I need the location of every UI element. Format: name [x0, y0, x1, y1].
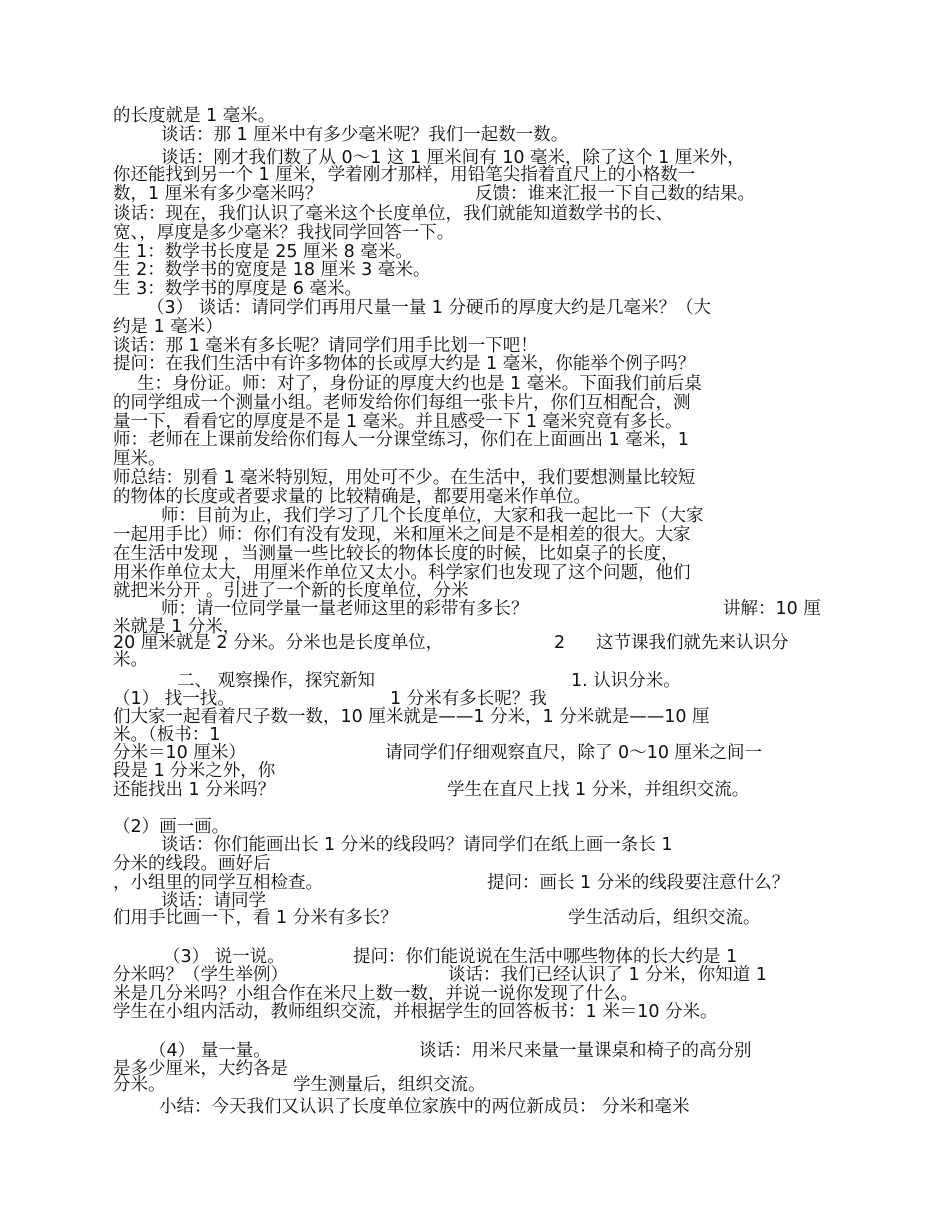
text-segment: 谈话：我们已经认识了 1 分米，你知道 1	[448, 965, 767, 985]
text-segment: 分米。	[113, 1075, 166, 1095]
text-line: 小结：今天我们又认识了长度单位家族中的两位新成员： 分米和毫米	[159, 1097, 690, 1117]
text-line	[113, 909, 840, 928]
text-line: 谈话：你们能画出长 1 分米的线段吗？请同学们在纸上画一条长 1	[161, 835, 673, 855]
text-segment: 分米吗？（学生举例）	[113, 965, 288, 985]
text-line: 谈话：请同学	[161, 891, 266, 911]
text-line: 谈话：现在，我们认识了毫米这个长度单位，我们就能知道数学书的长、	[113, 204, 673, 224]
text-line: 厘米。	[113, 449, 166, 469]
text-line: 生 2：数学书的宽度是 18 厘米 3 毫米。	[113, 260, 431, 280]
text-line: 在生活中发现 ，当测量一些比较长的物体长度的时候，比如桌子的长度，	[113, 544, 679, 564]
text-segment: 二、 观察操作，探究新知	[177, 671, 376, 691]
text-line: 段是 1 分米之外，你	[113, 761, 276, 781]
text-line: （2）画一画。	[113, 817, 230, 837]
text-segment: 2	[554, 633, 566, 653]
text-segment: ，小组里的同学互相检查。	[113, 873, 323, 893]
text-segment: 讲解：10 厘	[723, 599, 821, 619]
text-segment: 反馈：谁来汇报一下自己数的结果。	[475, 184, 755, 204]
text-line: 生 3：数学书的厚度是 6 毫米。	[113, 279, 362, 299]
text-line: 你还能找到另一个 1 厘米，学着刚才那样，用铅笔尖指着直尺上的小格数一	[113, 165, 696, 185]
text-line: 宽、，厚度是多少毫米？我找同学回答一下。	[113, 223, 455, 243]
text-segment: 学生活动后，组织交流。	[568, 908, 761, 928]
text-line	[113, 966, 840, 985]
text-segment: 谈话：用米尺来量一量课桌和椅子的高分别	[419, 1041, 752, 1061]
text-segment: 学生在直尺上找 1 分米，并组织交流。	[447, 780, 750, 800]
text-line: 提问：在我们生活中有许多物体的长或厚大约是 1 毫米，你能举个例子吗？	[113, 354, 696, 374]
text-segment: 数，1 厘米有多少毫米吗？	[113, 184, 323, 204]
text-line: 谈话：刚才我们数了从 0～1 这 1 厘米间有 10 毫米，除了这个 1 厘米外，	[161, 148, 745, 168]
text-segment: 师：请一位同学量一量老师这里的彩带有多长？	[161, 599, 529, 619]
text-line: （3） 谈话：请同学们再用尺量一量 1 分硬币的厚度大约是几毫米？（大	[147, 298, 711, 318]
text-line: 的物体的长度或者要求量的 比较精确是，都要用毫米作单位。	[113, 487, 592, 507]
text-line	[113, 185, 840, 204]
text-line: 米。	[113, 650, 148, 670]
text-line	[113, 781, 840, 800]
text-line: 的长度就是 1 毫米。	[113, 106, 276, 126]
text-line: 师：老师在上课前发给你们每人一分课堂练习，你们在上面画出 1 毫米，1	[113, 430, 689, 450]
text-segment: 这节课我们就先来认识分	[596, 633, 789, 653]
text-segment: （4） 量一量。	[149, 1041, 271, 1061]
text-segment: 提问：画长 1 分米的线段要注意什么？	[487, 873, 790, 893]
text-line: 谈话：那 1 毫米有多长呢？请同学们用手比划一下吧！	[113, 336, 538, 356]
text-segment: 20 厘米就是 2 分米。分米也是长度单位，	[113, 633, 444, 653]
text-line: 约是 1 毫米）	[113, 317, 223, 337]
text-segment: （1） 找一找。	[113, 689, 235, 709]
text-segment: 分米＝10 厘米）	[113, 743, 246, 763]
text-segment: 学生测量后，组织交流。	[293, 1075, 486, 1095]
text-line: 就把米分开 。引进了一个新的长度单位，分米	[113, 581, 469, 601]
text-segment: 们用手比画一下，看 1 分米有多长？	[113, 908, 398, 928]
text-line: 师总结：别看 1 毫米特别短，用处可不少。在生活中，我们要想测量比较短	[113, 468, 696, 488]
text-line: 米就是 1 分米，	[113, 617, 241, 637]
text-line: 生 1：数学书长度是 25 厘米 8 毫米。	[113, 242, 413, 262]
text-segment: 请同学们仔细观察直尺，除了 0～10 厘米之间一	[385, 743, 763, 763]
text-line: 米是几分米吗？小组合作在米尺上数一数，并说一说你发现了什么。	[113, 984, 638, 1004]
text-line: 量一下，看看它的厚度是不是 1 毫米。并且感受一下 1 毫米究竟有多长。	[113, 412, 683, 432]
text-segment: 提问：你们能说说在生活中哪些物体的长大约是 1	[353, 947, 738, 967]
text-line: 生：身份证。师：对了，身份证的厚度大约也是 1 毫米。下面我们前后桌	[137, 374, 702, 394]
text-segment: 还能找出 1 分米吗？	[113, 780, 276, 800]
text-segment: （3） 说一说。	[163, 947, 285, 967]
text-line: 师：目前为止，我们学习了几个长度单位，大家和我一起比一下（大家	[161, 506, 704, 526]
text-line: 用米作单位太大，用厘米作单位又太小。科学家们也发现了这个问题，他们	[113, 563, 691, 583]
text-line: 一起用手比）师：你们有没有发现，米和厘米之间是不是相差的很大。大家	[113, 525, 691, 545]
text-line: 的同学组成一个测量小组。老师发给你们每组一张卡片，你们互相配合，测	[113, 393, 691, 413]
text-segment: 1. 认识分米。	[571, 671, 681, 691]
text-line: 分米的线段。画好后	[113, 854, 271, 874]
text-line: 米。（板书：1	[113, 725, 221, 745]
text-line: 谈话：那 1 厘米中有多少毫米呢？我们一起数一数。	[161, 125, 569, 145]
text-line: 是多少厘米，大约各是	[113, 1059, 288, 1079]
text-line	[113, 1076, 840, 1095]
text-line: 们大家一起看着尺子数一数，10 厘米就是——1 分米，1 分米就是——10 厘	[113, 707, 710, 727]
text-segment: 1 分米有多长呢？我	[390, 689, 547, 709]
text-line: 学生在小组内活动，教师组织交流，并根据学生的回答板书：1 米＝10 分米。	[113, 1002, 718, 1022]
